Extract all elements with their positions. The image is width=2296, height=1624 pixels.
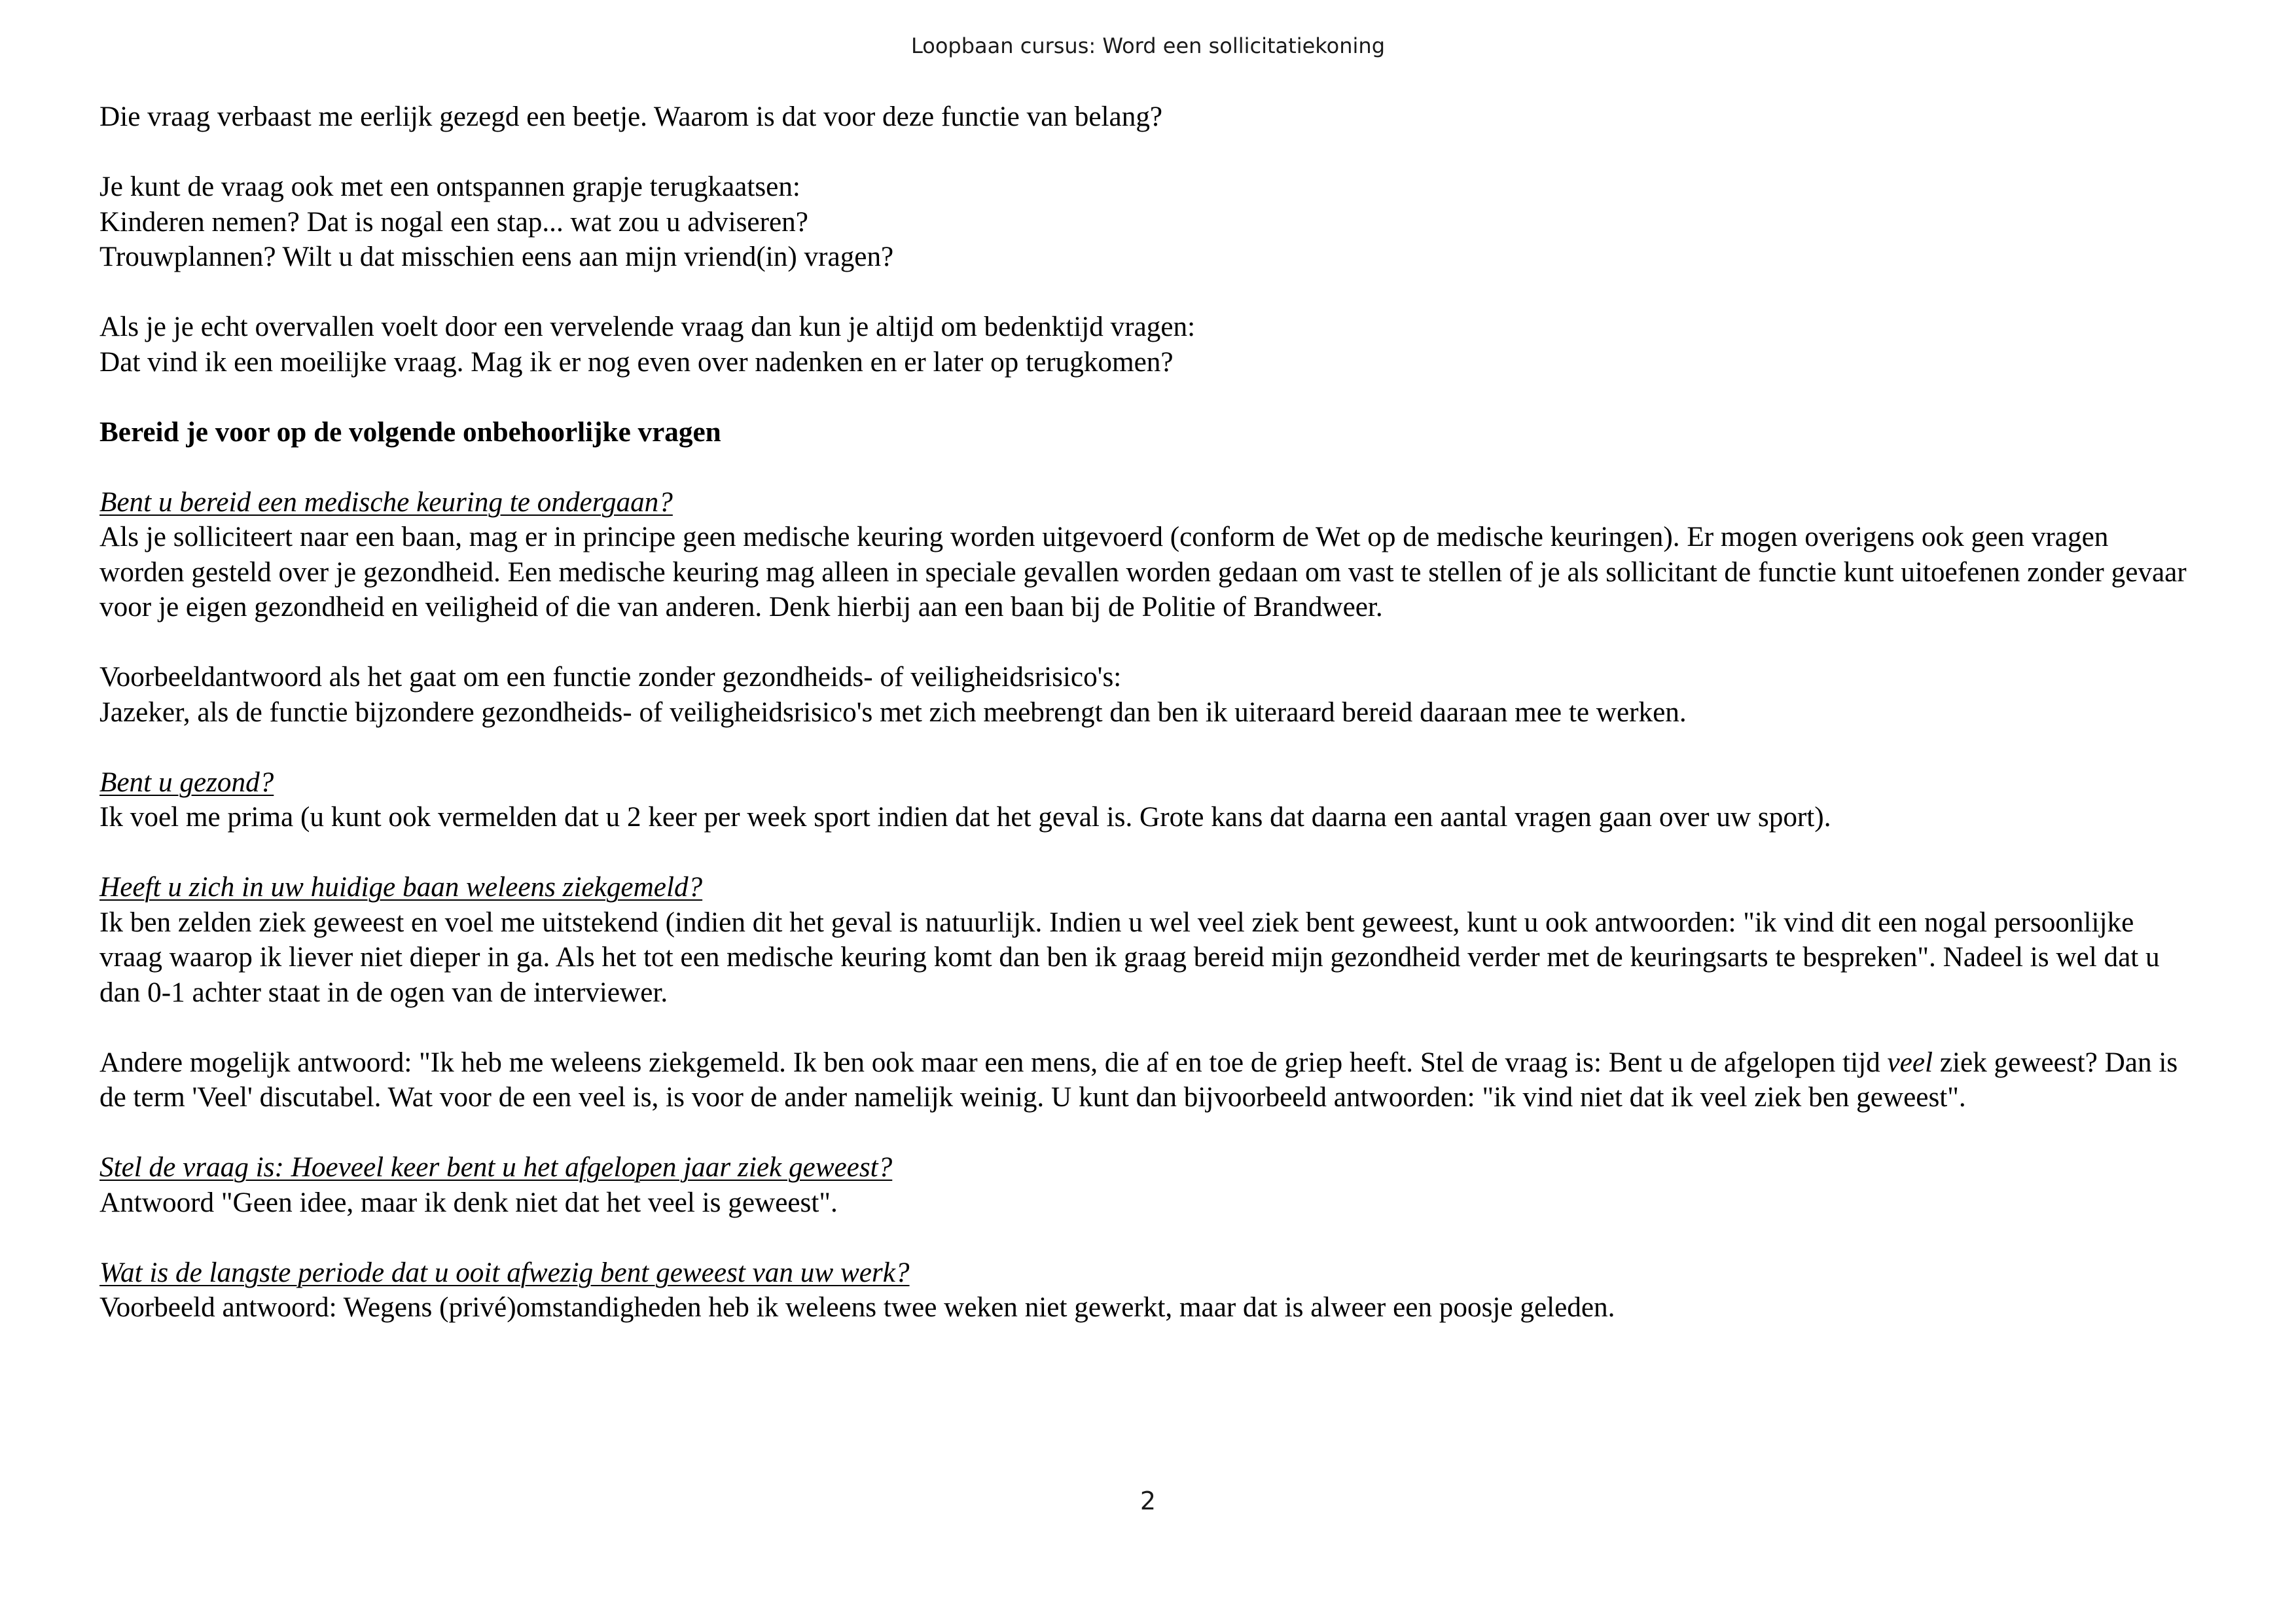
section-heading: Bereid je voor op de volgende onbehoorlijke vragen [99, 416, 721, 448]
qa-longest-absence [99, 1255, 2187, 1326]
text-line: Dat vind ik een moeilijke vraag. Mag ik er nog even over nadenken en er later op terugkomen? [99, 346, 1174, 378]
question-text: Heeft u zich in uw huidige baan weleens ziekgemeld? [99, 872, 703, 903]
paragraph-other-answer [99, 1045, 2187, 1115]
qa-medical-check [99, 485, 2187, 625]
text-line: Als je je echt overvallen voelt door een vervelende vraag dan kun je altijd om bedenktijd vragen: [99, 312, 1196, 342]
text-line: Die vraag verbaast me eerlijk gezegd een beetje. Waarom is dat voor deze functie van belang? [99, 101, 1163, 132]
answer-text: Ik voel me prima (u kunt ook vermelden dat u 2 keer per week sport indien dat het geval is. Grote kans dat daarna een aantal vragen gaan over uw sport). [99, 802, 1831, 833]
page-number: 2 [1139, 1487, 1157, 1515]
answer-text: Ik ben zelden ziek geweest en voel me uitstekend (indien dit het geval is natuurlijk. Indien u wel veel ziek bent geweest, kunt u ook antwoorden: "ik vind dit een nogal persoonlijke vraag waarop ik liever niet dieper in ga. Als het tot een medische keuring komt dan ben ik graag bereid mijn gezondheid verder met de keuringsarts te bespreken". Nadeel is wel dat u dan 0-1 achter staat in de ogen van de interviewer. [99, 907, 2160, 1008]
paragraph-thinking-time [99, 310, 2187, 380]
question-text: Bent u gezond? [99, 767, 274, 798]
paragraph-joke-responses [99, 170, 2187, 275]
document-body [99, 99, 2187, 1360]
text-segment: Andere mogelijk antwoord: "Ik heb me weleens ziekgemeld. Ik ben ook maar een mens, die af en toe de griep heeft. Stel de vraag is: Bent u de afgelopen tijd [99, 1047, 1888, 1078]
answer-text: Antwoord "Geen idee, maar ik denk niet dat het veel is geweest". [99, 1187, 838, 1218]
text-line: Je kunt de vraag ook met een ontspannen grapje terugkaatsen: [99, 171, 800, 202]
text-line: Jazeker, als de functie bijzondere gezondheids- of veiligheidsrisico's met zich meebrengt dan ben ik uiteraard bereid daaraan mee te werken. [99, 696, 1687, 728]
page-header: Loopbaan cursus: Word een sollicitatiekoning [911, 33, 1385, 58]
text-line: Voorbeeldantwoord als het gaat om een functie zonder gezondheids- of veiligheidsrisico's: [99, 662, 1122, 693]
question-text: Stel de vraag is: Hoeveel keer bent u het afgelopen jaar ziek geweest? [99, 1152, 893, 1183]
paragraph-example-answer [99, 660, 2187, 730]
section-heading-container [99, 415, 2187, 450]
emphasis-text: veel [1887, 1047, 1933, 1078]
text-segment: ziek geweest? Dan is de term 'Veel' discutabel. Wat voor de een veel is, is voor de ander namelijk weinig. U kunt dan bijvoorbeeld antwoorden: "ik vind niet dat ik veel ziek ben geweest". [99, 1047, 2178, 1113]
qa-healthy [99, 765, 2187, 835]
paragraph-intro [99, 99, 2187, 135]
qa-sick-leave [99, 870, 2187, 1010]
answer-text: Als je solliciteert naar een baan, mag er in principe geen medische keuring worden uitgevoerd (conform de Wet op de medische keuringen). Er mogen overigens ook geen vragen worden gesteld over je gezondheid. Een medische keuring mag alleen in speciale gevallen worden gedaan om vast te stellen of je als sollicitant de functie kunt uitoefenen zonder gevaar voor je eigen gezondheid en veiligheid of die van anderen. Denk hierbij aan een baan bij de Politie of Brandweer. [99, 522, 2187, 623]
question-text: Bent u bereid een medische keuring te ondergaan? [99, 486, 673, 518]
text-line: Trouwplannen? Wilt u dat misschien eens aan mijn vriend(in) vragen? [99, 242, 894, 272]
answer-text: Voorbeeld antwoord: Wegens (privé)omstandigheden heb ik weleens twee weken niet gewerkt, maar dat is alweer een poosje geleden. [99, 1292, 1615, 1323]
text-line: Kinderen nemen? Dat is nogal een stap... wat zou u adviseren? [99, 206, 808, 238]
qa-times-sick [99, 1150, 2187, 1220]
question-text: Wat is de langste periode dat u ooit afwezig bent geweest van uw werk? [99, 1257, 910, 1288]
